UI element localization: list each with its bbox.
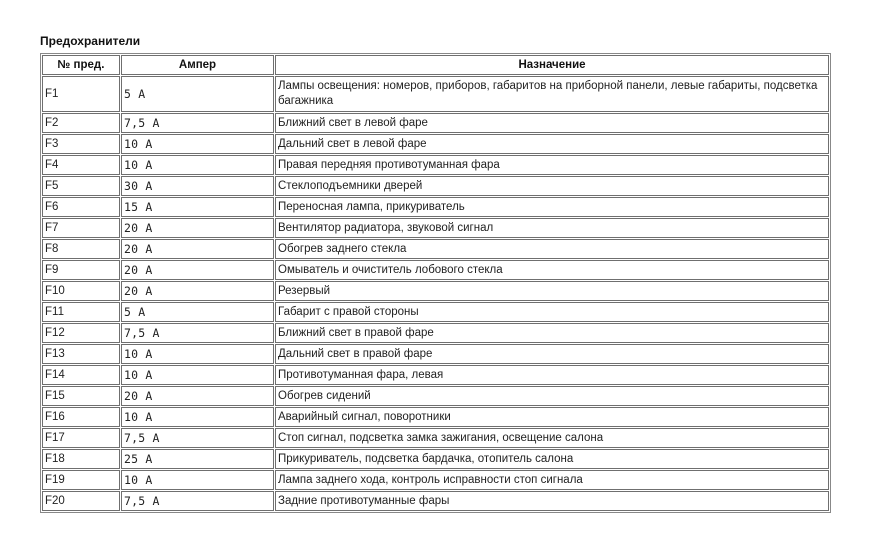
cell-purpose: Противотуманная фара, левая (275, 365, 829, 385)
cell-fuse-number: F16 (42, 407, 120, 427)
cell-amperage: 20 A (121, 239, 274, 259)
cell-purpose: Ближний свет в левой фаре (275, 113, 829, 133)
cell-amperage: 10 A (121, 365, 274, 385)
header-amperage: Ампер (121, 55, 274, 75)
table-row (42, 76, 829, 112)
table-row (42, 260, 829, 280)
cell-purpose: Задние противотуманные фары (275, 491, 829, 511)
cell-amperage: 7,5 A (121, 323, 274, 343)
cell-purpose: Лампы освещения: номеров, приборов, габаритов на приборной панели, левые габариты, подсветка багажника (275, 76, 829, 112)
cell-fuse-number: F9 (42, 260, 120, 280)
cell-purpose: Габарит с правой стороны (275, 302, 829, 322)
cell-amperage: 10 A (121, 344, 274, 364)
cell-amperage: 20 A (121, 386, 274, 406)
cell-purpose: Стоп сигнал, подсветка замка зажигания, освещение салона (275, 428, 829, 448)
header-purpose: Назначение (275, 55, 829, 75)
cell-purpose: Обогрев сидений (275, 386, 829, 406)
page-title: Предохранители (40, 34, 141, 48)
cell-amperage: 10 A (121, 155, 274, 175)
cell-fuse-number: F2 (42, 113, 120, 133)
cell-fuse-number: F1 (42, 76, 120, 112)
cell-purpose: Правая передняя противотуманная фара (275, 155, 829, 175)
cell-purpose: Вентилятор радиатора, звуковой сигнал (275, 218, 829, 238)
cell-amperage: 20 A (121, 281, 274, 301)
cell-amperage: 10 A (121, 134, 274, 154)
cell-purpose: Переносная лампа, прикуриватель (275, 197, 829, 217)
table-row (42, 281, 829, 301)
table-row (42, 365, 829, 385)
table-row (42, 155, 829, 175)
cell-purpose: Обогрев заднего стекла (275, 239, 829, 259)
table-row (42, 239, 829, 259)
table-row (42, 197, 829, 217)
cell-amperage: 7,5 A (121, 491, 274, 511)
cell-fuse-number: F7 (42, 218, 120, 238)
cell-purpose: Дальний свет в левой фаре (275, 134, 829, 154)
cell-purpose: Стеклоподъемники дверей (275, 176, 829, 196)
cell-amperage: 30 A (121, 176, 274, 196)
cell-purpose: Резервый (275, 281, 829, 301)
cell-fuse-number: F6 (42, 197, 120, 217)
cell-fuse-number: F10 (42, 281, 120, 301)
cell-amperage: 7,5 A (121, 428, 274, 448)
cell-amperage: 5 A (121, 76, 274, 112)
cell-amperage: 10 A (121, 470, 274, 490)
cell-purpose: Аварийный сигнал, поворотники (275, 407, 829, 427)
table-row (42, 134, 829, 154)
table-row (42, 176, 829, 196)
cell-fuse-number: F5 (42, 176, 120, 196)
cell-amperage: 10 A (121, 407, 274, 427)
table-row (42, 323, 829, 343)
cell-purpose: Дальний свет в правой фаре (275, 344, 829, 364)
cell-purpose: Лампа заднего хода, контроль исправности стоп сигнала (275, 470, 829, 490)
header-fuse-number: № пред. (42, 55, 120, 75)
fuse-table (40, 53, 831, 513)
cell-fuse-number: F13 (42, 344, 120, 364)
table-row (42, 449, 829, 469)
table-row (42, 302, 829, 322)
cell-amperage: 15 A (121, 197, 274, 217)
table-row (42, 491, 829, 511)
table-row (42, 113, 829, 133)
cell-fuse-number: F8 (42, 239, 120, 259)
table-row (42, 428, 829, 448)
cell-fuse-number: F12 (42, 323, 120, 343)
cell-fuse-number: F18 (42, 449, 120, 469)
cell-purpose: Прикуриватель, подсветка бардачка, отопитель салона (275, 449, 829, 469)
cell-fuse-number: F17 (42, 428, 120, 448)
cell-fuse-number: F15 (42, 386, 120, 406)
table-row (42, 344, 829, 364)
cell-purpose: Омыватель и очиститель лобового стекла (275, 260, 829, 280)
cell-amperage: 7,5 A (121, 113, 274, 133)
table-header-row (42, 55, 829, 75)
cell-fuse-number: F4 (42, 155, 120, 175)
table-row (42, 218, 829, 238)
table-row (42, 470, 829, 490)
cell-fuse-number: F14 (42, 365, 120, 385)
cell-fuse-number: F3 (42, 134, 120, 154)
cell-purpose: Ближний свет в правой фаре (275, 323, 829, 343)
cell-fuse-number: F19 (42, 470, 120, 490)
cell-amperage: 5 A (121, 302, 274, 322)
cell-fuse-number: F11 (42, 302, 120, 322)
cell-amperage: 20 A (121, 260, 274, 280)
cell-amperage: 25 A (121, 449, 274, 469)
cell-amperage: 20 A (121, 218, 274, 238)
table-row (42, 386, 829, 406)
table-row (42, 407, 829, 427)
cell-fuse-number: F20 (42, 491, 120, 511)
